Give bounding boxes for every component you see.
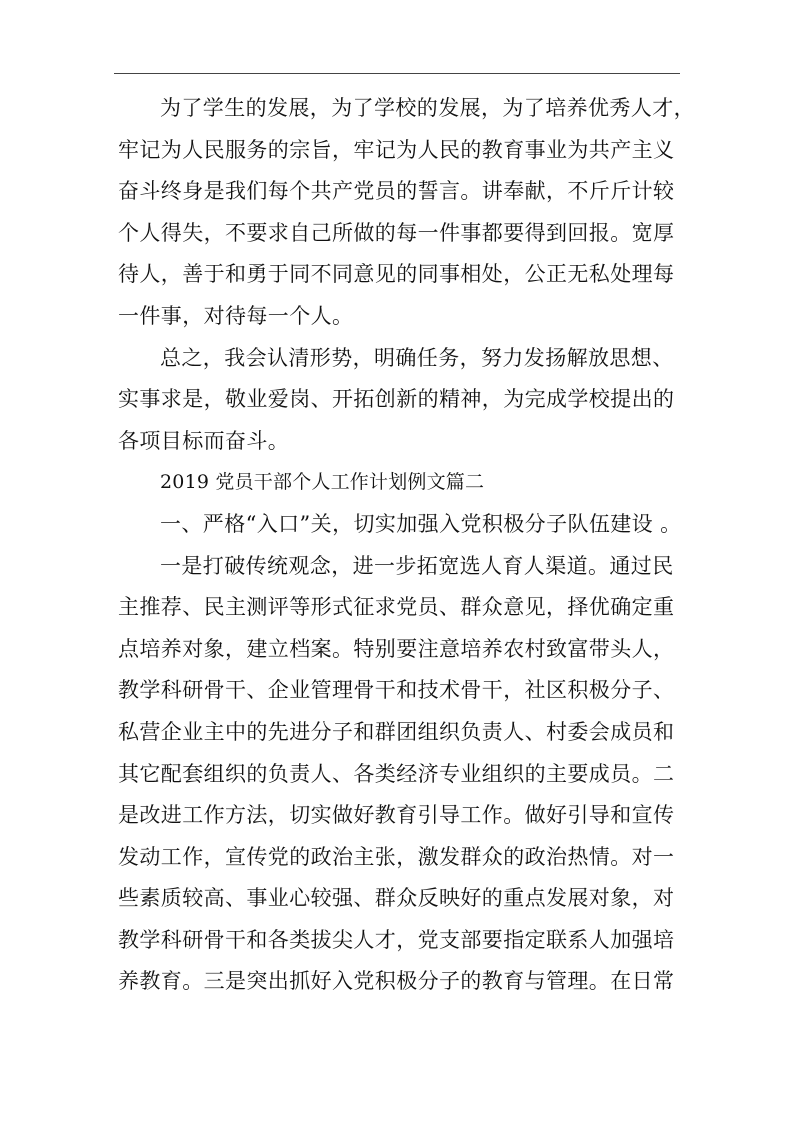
header-rule: [114, 73, 680, 74]
text-line: 个人得失，不要求自己所做的每一件事都要得到回报。宽厚: [118, 220, 675, 245]
text-line: 点培养对象，建立档案。特别要注意培养农村致富带头人，: [118, 636, 675, 661]
text-line: 各项目标而奋斗。: [118, 428, 290, 453]
text-line: 牢记为人民服务的宗旨，牢记为人民的教育事业为共产主义: [118, 137, 675, 162]
text-line: 养教育。三是突出抓好入党积极分子的教育与管理。在日常: [118, 969, 675, 994]
text-line: 发动工作，宣传党的政治主张，激发群众的政治热情。对一: [118, 844, 675, 869]
text-line: 一件事，对待每一个人。: [118, 303, 354, 328]
text-line: 是改进工作方法，切实做好教育引导工作。做好引导和宣传: [118, 803, 675, 828]
text-line: 私营企业主中的先进分子和群团组织负责人、村委会成员和: [118, 719, 675, 744]
text-line: 教学科研骨干和各类拔尖人才，党支部要指定联系人加强培: [118, 927, 675, 952]
text-line: 奋斗终身是我们每个共产党员的誓言。讲奉献，不斤斤计较: [118, 179, 675, 204]
text-line: 教学科研骨干、企业管理骨干和技术骨干，社区积极分子、: [118, 678, 675, 703]
text-line: 待人，善于和勇于同不同意见的同事相处，公正无私处理每: [118, 262, 675, 287]
document-body: [118, 88, 695, 1003]
text-line: 一、严格“入口”关，切实加强入党积极分子队伍建设 。: [160, 511, 682, 536]
text-line: 些素质较高、事业心较强、群众反映好的重点发展对象，对: [118, 886, 675, 911]
text-line: 其它配套组织的负责人、各类经济专业组织的主要成员。二: [118, 761, 675, 786]
text-line: 一是打破传统观念，进一步拓宽选人育人渠道。通过民: [160, 553, 674, 578]
text-line: 实事求是，敬业爱岗、开拓创新的精神，为完成学校提出的: [118, 387, 675, 412]
text-line: 总之，我会认清形势，明确任务，努力发扬解放思想、: [160, 345, 674, 370]
text-line: 主推荐、民主测评等形式征求党员、群众意见，择优确定重: [118, 595, 675, 620]
section-heading: 2019 党员干部个人工作计划例文篇二: [160, 471, 485, 494]
text-line: 为了学生的发展，为了学校的发展，为了培养优秀人才，: [160, 96, 695, 120]
